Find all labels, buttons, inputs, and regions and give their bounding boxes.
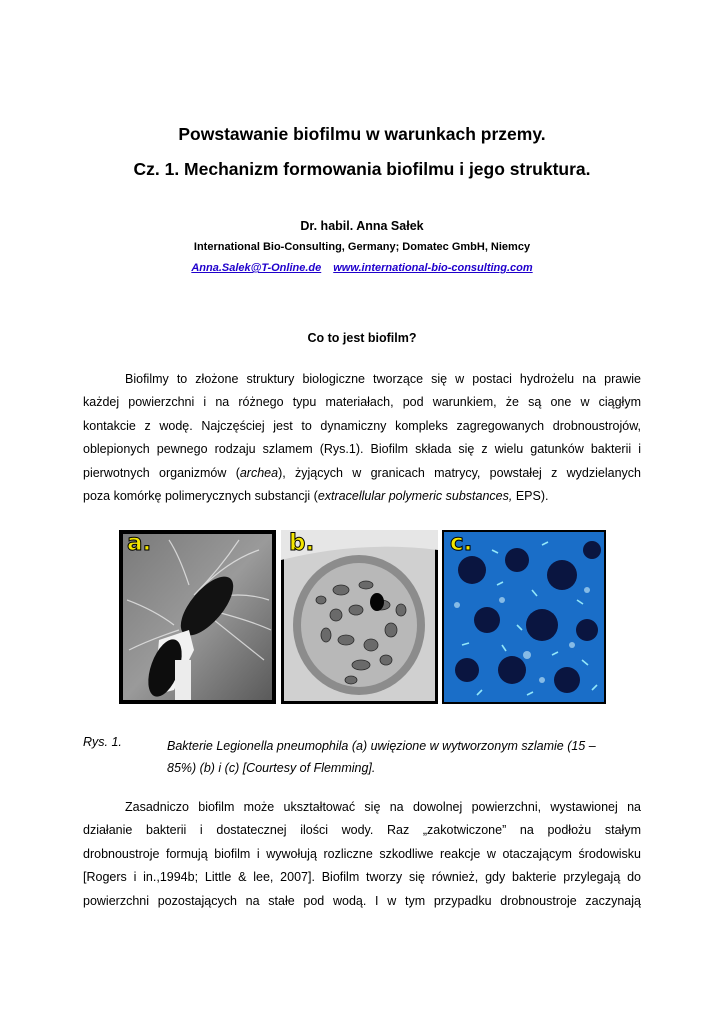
- figure-panel-c: [442, 530, 606, 704]
- micrograph-a-image: [119, 530, 276, 704]
- paragraph-2: [83, 796, 641, 913]
- text-run: pierwotnych organizmów (: [83, 465, 240, 480]
- paragraph-1: [83, 368, 641, 508]
- paragraph-line: [83, 462, 641, 485]
- italic-term: extracellular polymeric substances,: [317, 488, 513, 503]
- email-link[interactable]: Anna.Salek@T-Online.de: [191, 262, 322, 274]
- caption-line: 85%) (b) i (c) [Courtesy of Flemming].: [167, 761, 376, 775]
- panel-label-b: b.: [289, 530, 315, 556]
- author-links: [0, 262, 724, 274]
- text-run: ), żyjących w granicach matrycy, powstałej z wydzielanych: [278, 465, 641, 480]
- title-line-1: Powstawanie biofilmu w warunkach przemy.: [178, 124, 546, 144]
- paragraph-line: [Rogers i in.,1994b; Little & lee, 2007]. Biofilm tworzy się również, gdy bakterie przylegają do: [83, 870, 641, 885]
- text-run: EPS).: [512, 488, 549, 503]
- paragraph-line: Biofilmy to złożone struktury biologiczne tworzące się w postaci hydrożelu na prawie: [125, 372, 641, 386]
- title-line-2: Cz. 1. Mechanizm formowania biofilmu i jego struktura.: [133, 159, 591, 179]
- figure-caption: [167, 735, 627, 779]
- website-link[interactable]: www.international-bio-consulting.com: [333, 262, 533, 274]
- text-run: poza komórkę polimerycznych substancji (: [83, 488, 318, 503]
- author-affiliation: International Bio-Consulting, Germany; Domatec GmbH, Niemcy: [193, 241, 531, 253]
- paragraph-line: każdej powierzchni i na różnego typu materiałach, pod warunkiem, że są one w ciągłym: [83, 395, 641, 410]
- paragraph-line: drobnoustroje formują biofilm i wywołują rozliczne szkodliwe reakcje w otaczającym środowisku: [83, 846, 641, 861]
- paragraph-line: [83, 485, 641, 508]
- micrograph-b-image: [281, 530, 438, 704]
- author-name: Dr. habil. Anna Sałek: [300, 219, 424, 233]
- paragraph-line: Zasadniczo biofilm może ukształtować się na dowolnej powierzchni, wystawionej na: [125, 800, 641, 814]
- paragraph-line: kontakcie z wodę. Najczęściej jest to dynamiczny kompleks zagregowanych drobnoustrojów,: [83, 418, 641, 433]
- figure-caption-label: Rys. 1.: [83, 735, 122, 749]
- figure-panel-a: [119, 530, 276, 704]
- panel-label-a: a.: [127, 530, 152, 556]
- panel-label-c: c.: [450, 530, 473, 556]
- paragraph-line: działanie bakterii i dostatecznej ilości wody. Raz „zakotwiczone” na podłożu stałym: [83, 823, 641, 838]
- figure-panel-b: [281, 530, 438, 704]
- section-heading: Co to jest biofilm?: [307, 331, 417, 345]
- paragraph-line: powierzchni pozostających na stałe pod wodą. I w tym przypadku drobnoustroje zaczynają: [83, 893, 641, 908]
- italic-term: archea: [239, 465, 279, 480]
- caption-line: Bakterie Legionella pneumophila (a) uwięzione w wytworzonym szlamie (15 –: [167, 739, 596, 753]
- paragraph-line: oblepionych pewnego rodzaju szlamem (Rys.1). Biofilm składa się z wielu gatunków bakterii i: [83, 442, 641, 457]
- micrograph-c-image: [442, 530, 606, 704]
